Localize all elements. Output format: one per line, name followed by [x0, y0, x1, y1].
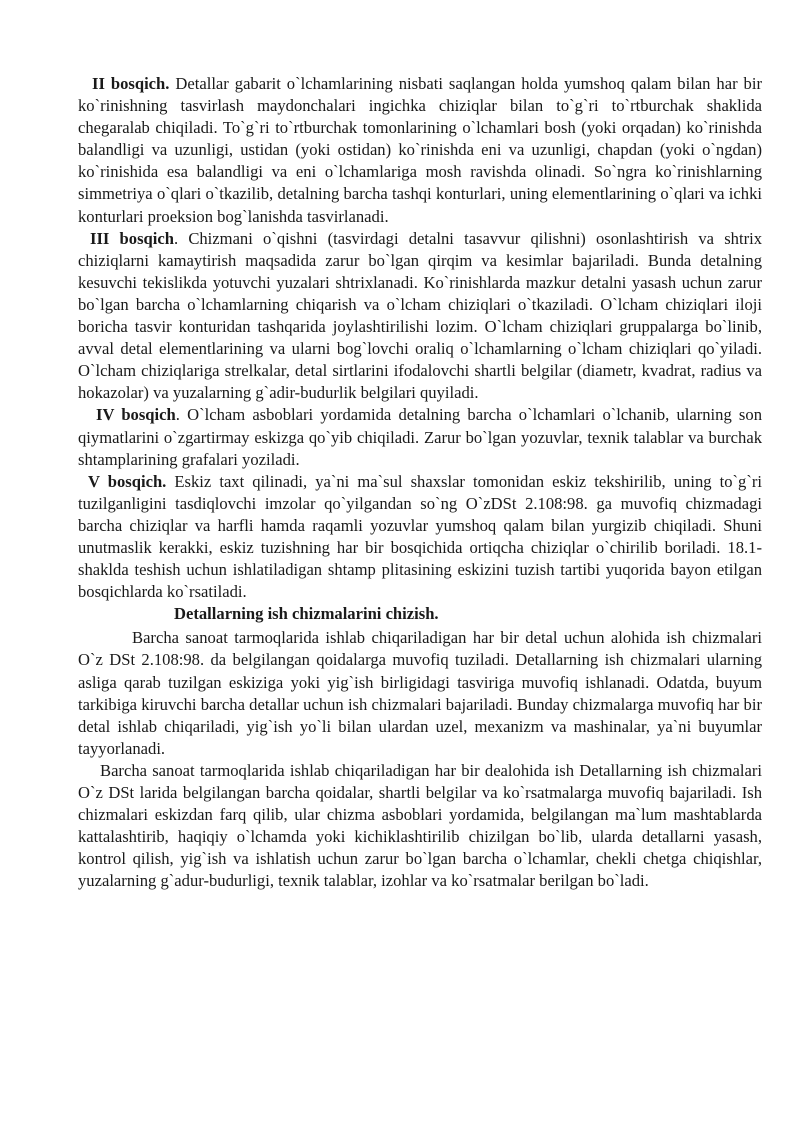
stage-4-text: . O`lcham asboblari yordamida detalning barcha o`lchamlari o`lchanib, ularning son qiymatlarini o`zgartirmay eskizga qo`yib chiqiladi. Zarur bo`lgan yozuvlar, texnik talablar va burchak shtamplarining grafalari yoziladi.: [78, 405, 762, 469]
stage-3-text: . Chizmani o`qishni (tasvirdagi detalni tasavvur qilishni) osonlashtirish va shtrix chiziqlarni kamaytirish maqsadida zarur bo`lgan qirqim va kesimlar bajariladi. Bunda detalning kesuvchi tekislikda yotuvchi yuzalari shtrixlanadi. Ko`rinishlarda mazkur detalni yasash uchun zarur bo`lgan barcha o`lchamlarning chiqarish va o`lcham chiziqlari o`tkaziladi. O`lcham chiziqlari iloji boricha tasvir konturidan tashqarida joylashtirilishi lozim. O`lcham chiziqlari gruppalarga bo`linib, avval detal elementlarining va ularni bog`lovchi oraliq o`lchamlarning o`lcham chiziqlari qo`yiladi. O`lcham chiziqlariga strelkalar, detal sirtlarini ifodalovchi shartli belgilar (diametr, kvadrat, radius va hokazolar) va yuzalarning g`adir-budurlik belgilari quyiladi.: [78, 228, 762, 403]
paragraph-stage-3: [78, 228, 762, 405]
paragraph-stage-5: [78, 471, 762, 604]
stage-5-lead: V bosqich.: [88, 471, 167, 491]
stage-5-text: Eskiz taxt qilinadi, ya`ni ma`sul shaxslar tomonidan eskiz tekshirilib, uning to`g`ri tuzilganligini tasdiqlovchi imzolar qo`yilgandan so`ng O`zDSt 2.108:98. ga muvofiq chizmadagi barcha chiziqlar va harfli hamda raqamli yozuvlar yumshoq qalam bilan yurgizib chiqiladi. Shuni unutmaslik kerakki, eskiz tuzishning har bir bosqichida ortiqcha chiziqlar o`chirilib boriladi. 18.1-shaklda teshish uchun ishlatiladigan shtamp plitasining eskizini tuzish tartibi yuqorida bayon etilgan bosqichlarda ko`rsatiladi.: [78, 471, 763, 602]
stage-3-lead: III bosqich: [90, 228, 174, 248]
body-paragraph-1: Barcha sanoat tarmoqlarida ishlab chiqariladigan har bir detal uchun alohida ish chizmalari O`z DSt 2.108:98. da belgilangan qoidalarga muvofiq tuziladi. Detallarning ish chizmalari ularning asliga qarab tuzilgan eskiziga yoki yig`ish birligidagi tasviriga muvofiq ishlanadi. Odatda, buyum tarkibiga kiruvchi barcha detallar uchun ish chizmalari bajariladi. Bunday chizmalarga muvofiq har bir detal ishlab chiqariladi, yig`ish yo`li bilan ulardan uzel, mexanizm va mashinalar, ya`ni buyumlar tayyorlanadi.: [78, 628, 762, 758]
paragraph-stage-4: [78, 404, 762, 470]
stage-2-lead: II bosqich.: [92, 74, 170, 93]
document-page: [78, 73, 762, 892]
body-paragraph-2: Barcha sanoat tarmoqlarida ishlab chiqariladigan har bir dealohida ish Detallarning ish chizmalari O`z DSt larida belgilangan barcha qoidalar, shartli belgilar va ko`rsatmalarga muvofiq bajariladi. Ish chizmalari eskizdan farq qilib, ular chizma asboblari yordamida, belgilangan ma`lum mashtablarda kattalashtirib, haqiqiy o`lchamda yoki kichiklashtirilib chizilgan bo`lib, ularda detallarni yasash, kontrol qilish, yig`ish va ishlatish uchun zarur bo`lgan barcha o`lchamlar, chekli chetga chiqishlar, yuzalarning g`adur-budurligi, texnik talablar, izohlar va ko`rsatmalar berilgan bo`ladi.: [78, 760, 762, 891]
stage-4-lead: IV bosqich: [96, 405, 176, 425]
stage-2-text: Detallar gabarit o`lchamlarining nisbati saqlangan holda yumshoq qalam bilan har bir ko`rinishning tasvirlash maydonchalari ingichka chiziqlar bilan to`g`ri to`rtburchak shaklida chegaralab chiqiladi. To`g`ri to`rtburchak tomonlarining o`lchamlari bosh (yoki orqadan) ko`rinishda balandligi va uzunligi, ustidan (yoki ostidan) ko`rinishda eni va uzunligi, chapdan (yoki o`ngdan) ko`rinishida esa balandligi va eni o`lchamlariga mosh ravishda olinadi. So`ngra ko`rinishlarning simmetriya o`qlari o`tkazilib, detalning barcha tashqi konturlari, uning elementlarining o`qlari va ichki konturlari proeksion bog`lanishda tasvirlanadi.: [78, 74, 762, 226]
section-heading: Detallarning ish chizmalarini chizish.: [174, 604, 439, 624]
paragraph-stage-2: [78, 73, 762, 228]
